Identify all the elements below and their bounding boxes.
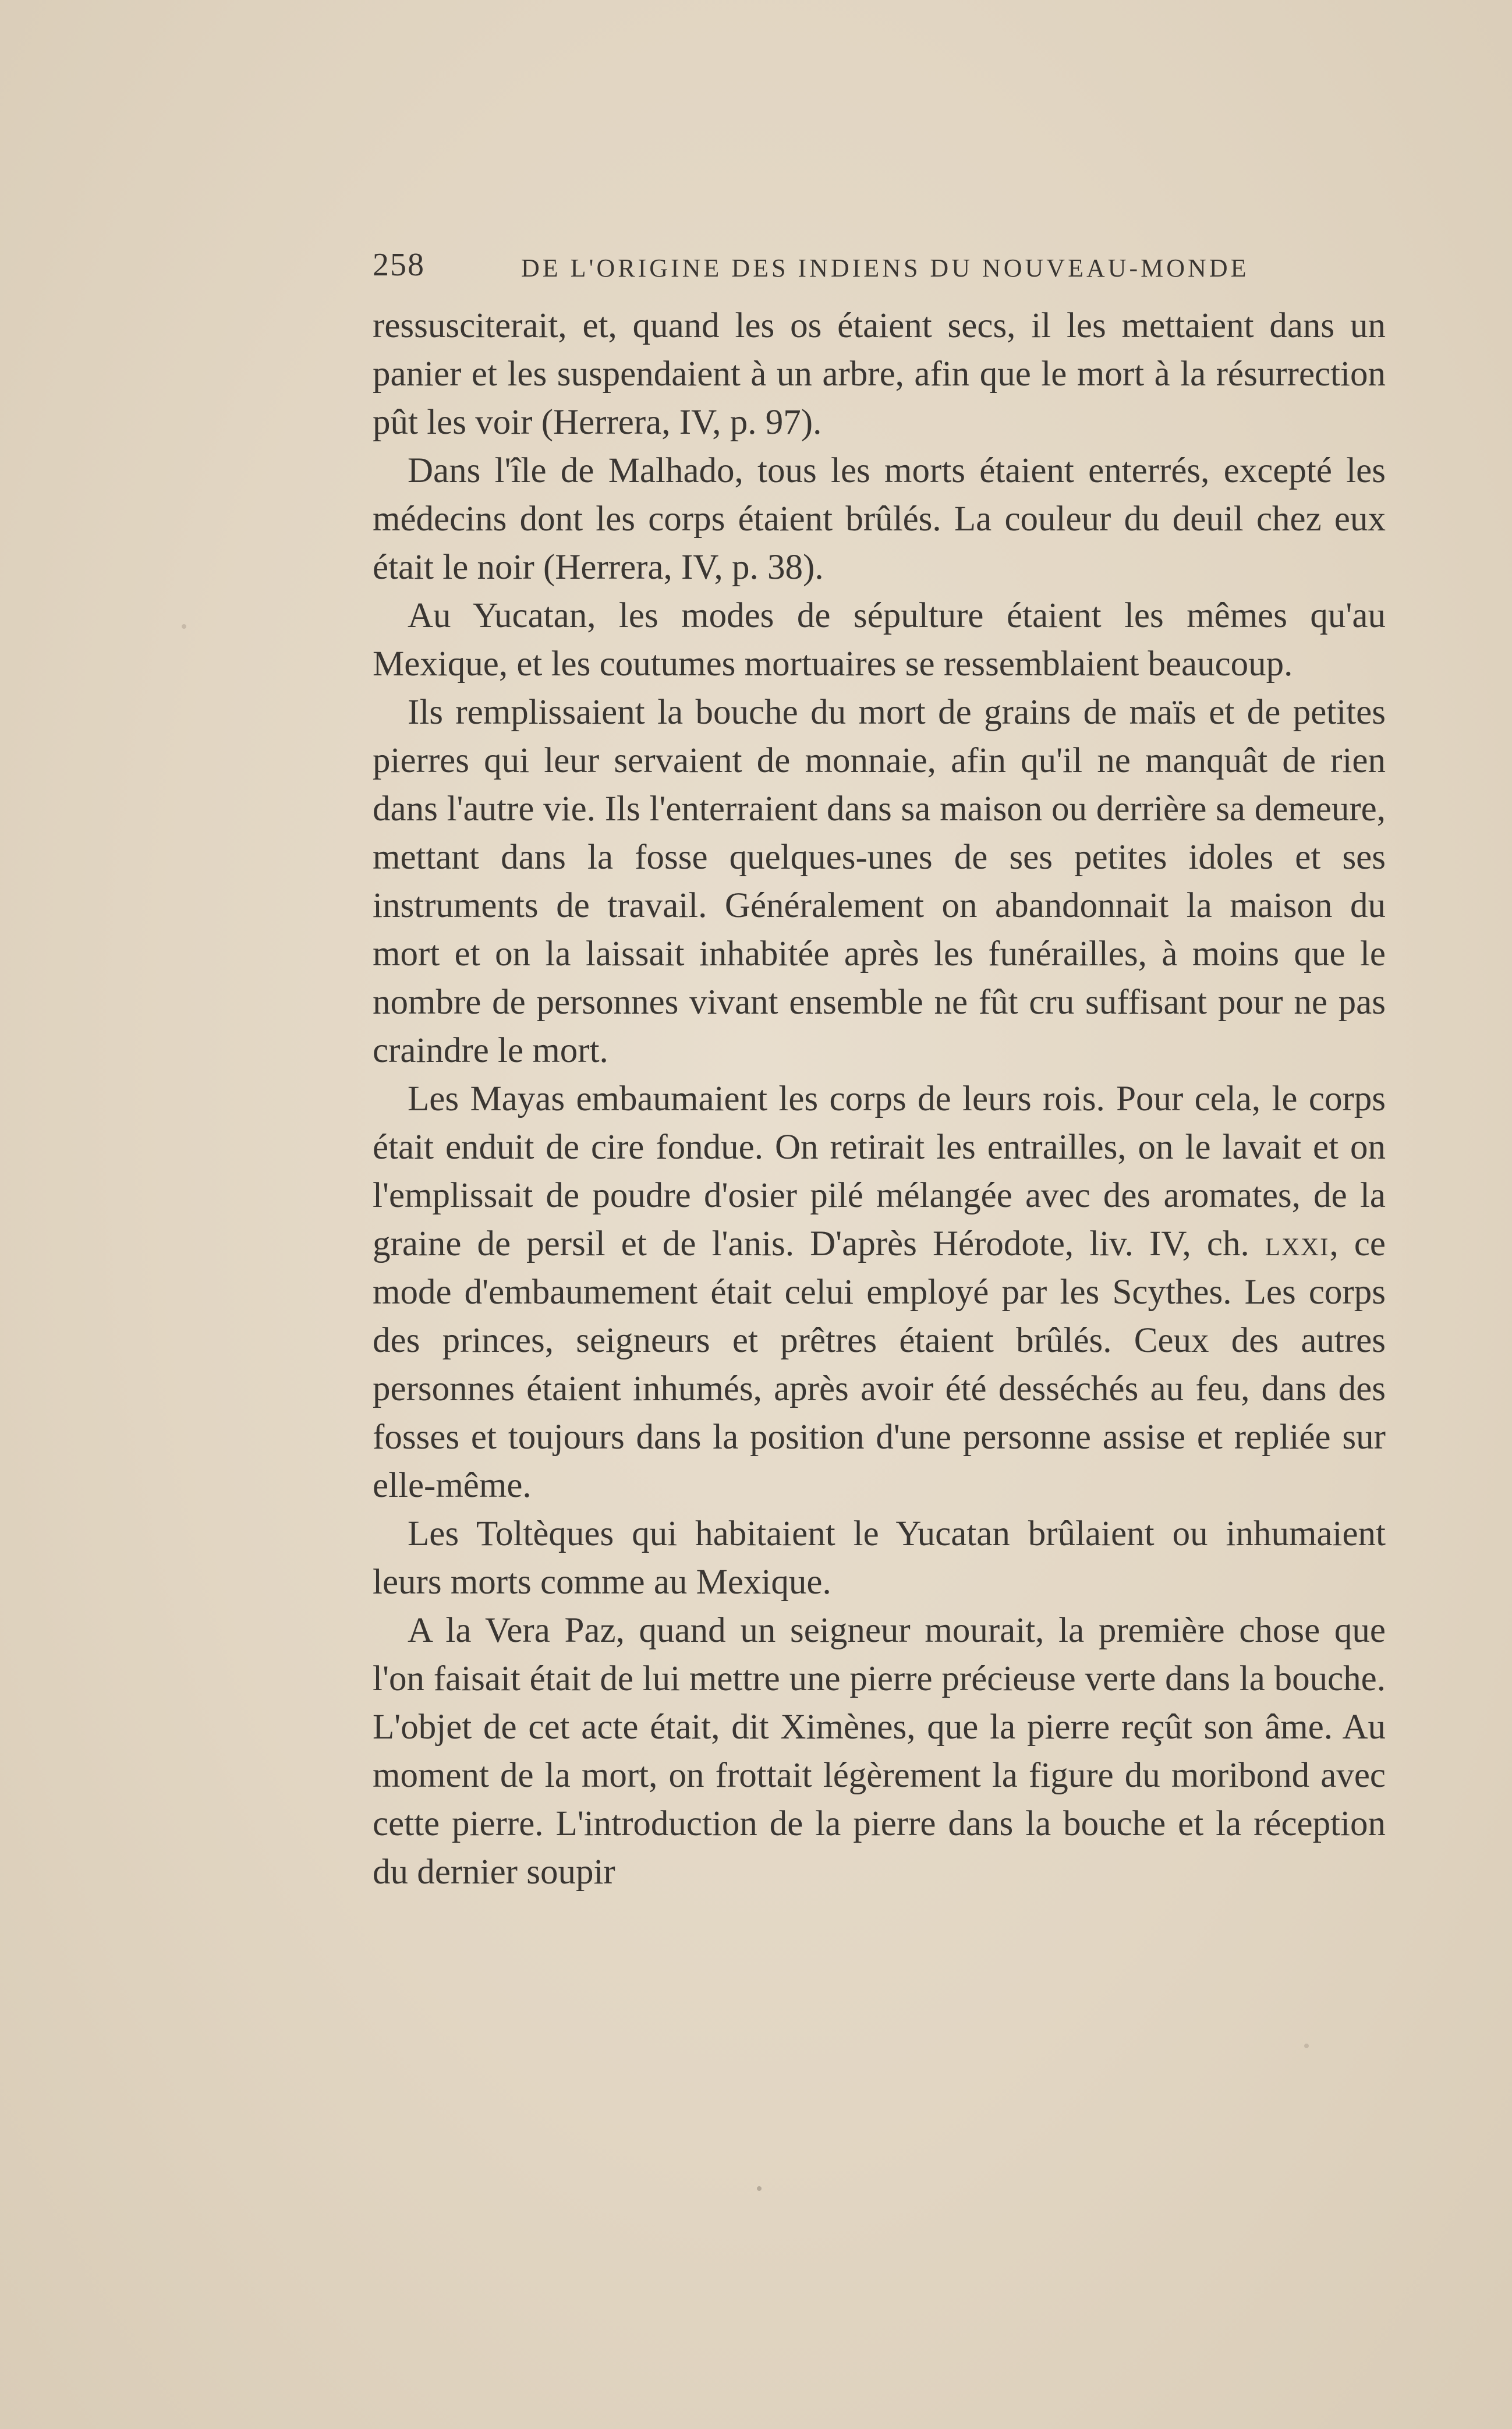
paragraph-vera-paz: A la Vera Paz, quand un seigneur mourait, la première chose que l'on faisait était de lui mettre une pierre précieuse verte dans la bouche. L'objet de cet acte était, dit Ximènes, que la pierre reçût son âme. Au moment de la mort, on frottait légèrement la figure du moribond avec cette pierre. L'introduction de la pierre dans la bouche et la réception du dernier soupir	[373, 1611, 1386, 1892]
page-header	[373, 242, 1281, 288]
paper-speck	[1304, 2044, 1309, 2048]
paragraph-continuation: ressusciterait, et, quand les os étaient secs, il les mettaient dans un panier et les suspendaient à un arbre, afin que le mort à la résurrection pût les voir (Herrera, IV, p. 97).	[373, 306, 1386, 442]
paragraph-toltecs: Les Toltèques qui habitaient le Yucatan brûlaient ou inhumaient leurs morts comme au Mexique.	[373, 1514, 1386, 1602]
paragraph-mayas-embalming	[373, 1075, 1386, 1510]
paragraph-yucatan: Au Yucatan, les modes de sépulture étaient les mêmes qu'au Mexique, et les coutumes mortuaires se ressemblaient beaucoup.	[373, 596, 1386, 684]
page-number: 258	[373, 247, 425, 283]
paragraph-mayas-text-end: , ce mode d'embaumement était celui employé par les Scythes. Les corps des princes, seigneurs et prêtres étaient brûlés. Ceux des autres personnes étaient inhumés, après avoir été desséchés au feu, dans des fosses et toujours dans la position d'une personne assise et repliée sur elle-même.	[373, 1224, 1386, 1505]
paper-speck	[757, 2186, 762, 2191]
paper-speck	[182, 624, 186, 629]
body-text	[373, 302, 1386, 1896]
paragraph-mayas-text-start: Les Mayas embaumaient les corps de leurs rois. Pour cela, le corps était enduit de cire fondue. On retirait les entrailles, on le lavait et on l'emplissait de poudre d'osier pilé mélangée avec des aromates, de la graine de persil et de l'anis. D'après Hérodote, liv. IV, ch.	[373, 1079, 1386, 1263]
chapter-number: lxxi	[1265, 1224, 1330, 1263]
running-title: DE L'ORIGINE DES INDIENS DU NOUVEAU-MONDE	[521, 254, 1249, 282]
paragraph-malhado: Dans l'île de Malhado, tous les morts étaient enterrés, excepté les médecins dont les corps étaient brûlés. La couleur du deuil chez eux était le noir (Herrera, IV, p. 38).	[373, 451, 1386, 587]
paragraph-burial-customs: Ils remplissaient la bouche du mort de grains de maïs et de petites pierres qui leur servaient de monnaie, afin qu'il ne manquât de rien dans l'autre vie. Ils l'enterraient dans sa maison ou derrière sa demeure, mettant dans la fosse quelques-unes de ses petites idoles et ses instruments de travail. Généralement on abandonnait la maison du mort et on la laissait inhabitée après les funérailles, à moins que le nombre de personnes vivant ensemble ne fût cru suffisant pour ne pas craindre le mort.	[373, 693, 1386, 1070]
